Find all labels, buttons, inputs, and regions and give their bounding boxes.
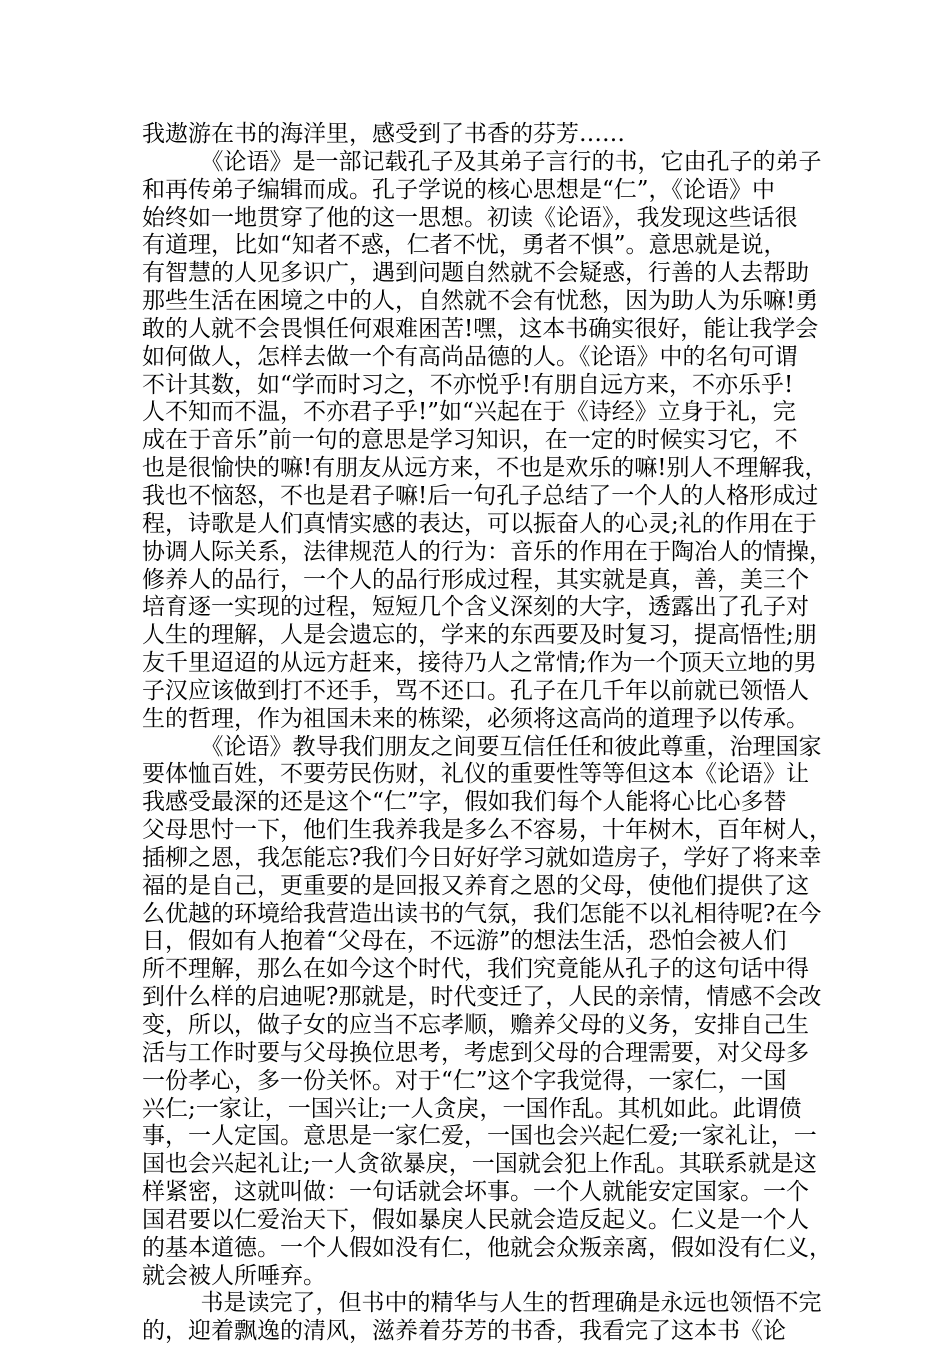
text-line: 协调人际关系，法律规范人的行为：音乐的作用在于陶冶人的情操，	[142, 538, 832, 565]
text-line: 日，假如有人抱着“父母在，不远游”的想法生活，恐怕会被人们	[142, 928, 787, 955]
text-line: 到什么样的启迪呢?那就是，时代变迁了，人民的亲情，情感不会改	[142, 984, 822, 1011]
text-line: 始终如一地贯穿了他的这一思想。初读《论语》，我发现这些话很	[142, 204, 798, 231]
text-line: 一份孝心，多一份关怀。对于“仁”这个字我觉得，一家仁，一国	[142, 1067, 787, 1094]
text-line: 父母思忖一下，他们生我养我是多么不容易，十年树木，百年树人，	[142, 817, 832, 844]
text-line: 培育逐一实现的过程，短短几个含义深刻的大字，透露出了孔子对	[142, 594, 809, 621]
text-line: 有智慧的人见多识广，遇到问题自然就不会疑惑，行善的人去帮助	[142, 260, 809, 287]
text-line: 那些生活在困境之中的人，自然就不会有忧愁，因为助人为乐嘛!勇	[142, 288, 819, 315]
text-line: 也是很愉快的嘛!有朋友从远方来，不也是欢乐的嘛!别人不理解我，	[142, 455, 828, 482]
text-line: 我感受最深的还是这个“仁”字，假如我们每个人能将心比心多替	[142, 789, 787, 816]
text-line: 友千里迢迢的从远方赶来，接待乃人之常情;作为一个顶天立地的男	[142, 650, 817, 677]
text-line: 有道理，比如“知者不惑，仁者不忧，勇者不惧”。意思就是说，	[142, 232, 787, 259]
text-line: 样紧密，这就叫做：一句话就会坏事。一个人就能安定国家。一个	[142, 1179, 809, 1206]
text-line: 么优越的环境给我营造出读书的气氛，我们怎能不以礼相待呢?在今	[142, 900, 822, 927]
text-line: 国君要以仁爱治天下，假如暴戾人民就会造反起义。仁义是一个人	[142, 1206, 809, 1233]
text-line: 兴仁;一家让，一国兴让;一人贪戾，一国作乱。其机如此。此谓偾	[142, 1095, 802, 1122]
text-line: 成在于音乐”前一句的意思是学习知识，在一定的时候实习它，不	[142, 427, 798, 454]
text-line: 插柳之恩，我怎能忘?我们今日好好学习就如造房子，学好了将来幸	[142, 844, 822, 871]
essay-body	[142, 121, 832, 1346]
text-line: 变，所以，做子女的应当不忘孝顺，赡养父母的义务，安排自己生	[142, 1012, 809, 1038]
text-line: 活与工作时要与父母换位思考，考虑到父母的合理需要，对父母多	[142, 1039, 809, 1066]
text-line: 我也不恼怒，不也是君子嘛!后一句孔子总结了一个人的人格形成过	[142, 482, 819, 509]
text-line: 的基本道德。一个人假如没有仁，他就会众叛亲离，假如没有仁义，	[142, 1234, 832, 1261]
text-line: 人生的理解，人是会遗忘的，学来的东西要及时复习，提高悟性;朋	[142, 622, 817, 649]
text-line: 如何做人，怎样去做一个有高尚品德的人。《论语》中的名句可谓	[142, 343, 798, 370]
text-line: 和再传弟子编辑而成。孔子学说的核心思想是“仁”，《论语》中	[142, 176, 776, 203]
text-line: 敢的人就不会畏惧任何艰难困苦!嘿，这本书确实很好，能让我学会	[142, 315, 819, 342]
text-line: 人不知而不温，不亦君子乎!”如“兴起在于《诗经》立身于礼，完	[142, 399, 796, 426]
text-line: 不计其数，如“学而时习之，不亦悦乎!有朋自远方来，不亦乐乎!	[142, 371, 794, 398]
text-line: 子汉应该做到打不还手，骂不还口。孔子在几千年以前就已领悟人	[142, 677, 809, 704]
text-line: 事，一人定国。意思是一家仁爱，一国也会兴起仁爱;一家礼让，一	[142, 1123, 817, 1150]
text-line: 所不理解，那么在如今这个时代，我们究竟能从孔子的这句话中得	[142, 956, 809, 983]
text-line: 的，迎着飘逸的清风，滋养着芬芳的书香，我看完了这本书《论	[142, 1318, 786, 1345]
text-line: 国也会兴起礼让;一人贪欲暴戾，一国就会犯上作乱。其联系就是这	[142, 1151, 817, 1178]
text-line: 程，诗歌是人们真情实感的表达，可以振奋人的心灵;礼的作用在于	[142, 510, 817, 537]
text-line: 福的是自己，更重要的是回报又养育之恩的父母，使他们提供了这	[142, 872, 809, 899]
text-line: 就会被人所唾弃。	[142, 1262, 326, 1289]
text-line: 生的哲理，作为祖国未来的栋梁，必须将这高尚的道理予以传承。	[142, 705, 809, 732]
text-line: 我遨游在书的海洋里，感受到了书香的芬芳……	[142, 121, 625, 147]
text-line: 要体恤百姓，不要劳民伤财，礼仪的重要性等等但这本《论语》让	[142, 761, 809, 788]
paragraph-start-line: 《论语》是一部记载孔子及其弟子言行的书，它由孔子的弟子	[142, 148, 822, 175]
paragraph-start-line: 书是读完了，但书中的精华与人生的哲理确是永远也领悟不完	[142, 1290, 822, 1317]
text-line: 修养人的品行，一个人的品行形成过程，其实就是真，善，美三个	[142, 566, 809, 593]
paragraph-start-line: 《论语》教导我们朋友之间要互信任任和彼此尊重，治理国家	[142, 733, 822, 760]
